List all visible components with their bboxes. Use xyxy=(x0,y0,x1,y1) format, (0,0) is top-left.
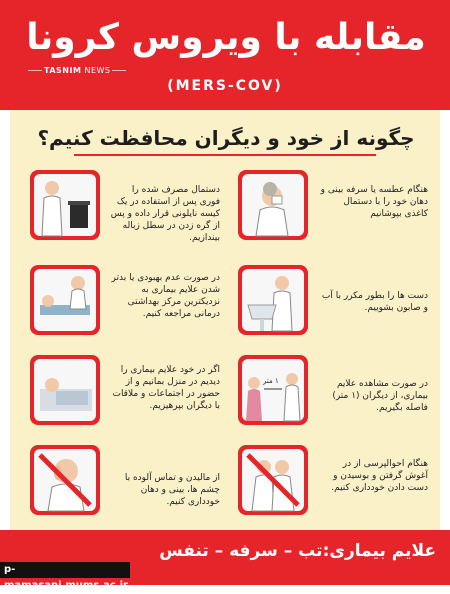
tip-sneeze-text: هنگام عطسه یا سرفه بینی و دهان خود را با دستمال کاغذی بپوشانیم xyxy=(320,185,428,219)
logo-line-left xyxy=(28,70,42,71)
logo-line-right xyxy=(112,70,126,71)
hand-washing-icon xyxy=(238,265,308,335)
tip-distance-text: در صورت مشاهده علایم بیماری، از دیگران (۱ متر) فاصله بگیریم. xyxy=(332,379,428,413)
sneeze-tissue-icon xyxy=(238,170,308,240)
distance-label: ۱ متر xyxy=(263,377,279,385)
tip-handwash-text: دست ها را بطور مکرر با آب و صابون بشوییم. xyxy=(321,291,428,313)
tip-stay-home-text: اگر در خود علایم بیماری را دیدیم در منزل بمانیم و از حضور در اجتماعات و ملاقات با دیگران بپرهیزیم. xyxy=(112,365,220,411)
logo-text-b: NEWS xyxy=(84,66,111,75)
stay-home-bed-icon xyxy=(30,355,100,425)
tip-clinic-text: در صورت عدم بهبودی یا بدتر شدن علایم بیماری به نزدیکترین مرکز بهداشتی درمانی مراجعه کنیم. xyxy=(111,273,220,319)
hospital-bed-icon xyxy=(30,265,100,335)
news-logo xyxy=(44,66,111,75)
tip-no-touch-text: از مالیدن و تماس آلوده با چشم ها، بینی و دهان خودداری کنیم. xyxy=(124,473,220,507)
trash-bin-icon xyxy=(30,170,100,240)
keep-distance-icon xyxy=(238,355,308,425)
logo-text-a: TASNIM xyxy=(44,66,82,75)
question-heading: چگونه از خود و دیگران محافظت کنیم؟ xyxy=(37,126,415,150)
page-title: مقابله با ویروس کرونا xyxy=(26,17,426,58)
no-face-touching-icon xyxy=(30,445,100,515)
tip-no-hug-text: هنگام احوالپرسی از در آغوش گرفتن و بوسیدن و دست دادن خودداری کنیم. xyxy=(331,459,428,493)
heading-underline xyxy=(74,154,376,156)
page-subtitle: (MERS-COV) xyxy=(167,78,283,94)
no-hugging-icon xyxy=(238,445,308,515)
symptoms-text: علایم بیماری:تب – سرفه – تنفس xyxy=(159,541,436,561)
tip-disposal-text: دستمال مصرف شده را فوری پس از استفاده در یک کیسه نایلونی قرار داده و پس از گره زدن در سطل زباله بیندازیم. xyxy=(110,185,220,243)
site-watermark: p-mamasani.mums.ac.ir xyxy=(0,562,130,578)
